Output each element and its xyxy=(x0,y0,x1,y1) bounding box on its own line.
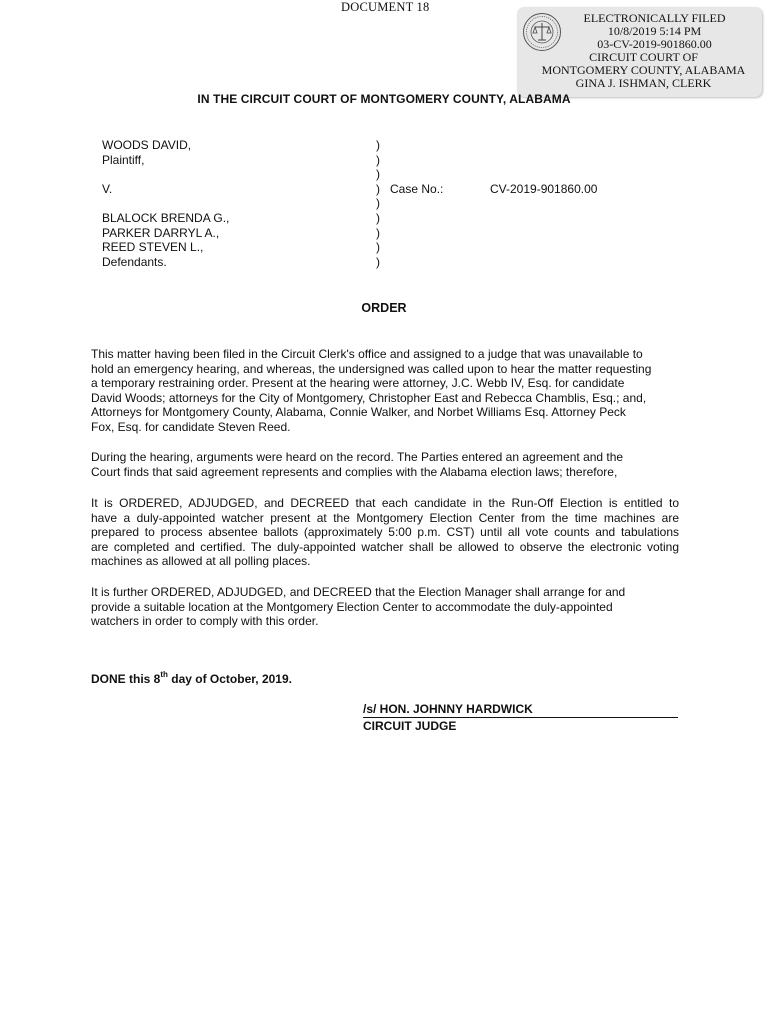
stamp-line: 10/8/2019 5:14 PM xyxy=(607,24,702,38)
paragraph-line: During the hearing, arguments were heard on the record. The Parties entered an agreement and the xyxy=(91,450,624,464)
paragraph-line: provide a suitable location at the Montgomery Election Center to accommodate the duly-appointed xyxy=(91,599,613,614)
done-prefix: DONE this 8 xyxy=(91,672,161,686)
paragraph-line: are completed and certified. The duly-appointed watcher shall be allowed to observe the electronic voting xyxy=(91,539,679,554)
caption-paren: ) xyxy=(376,225,380,240)
paragraph-line: hold an emergency hearing, and whereas, the undersigned was called upon to hear the matter requesting xyxy=(91,361,652,376)
paragraph-line: watchers in order to comply with this order. xyxy=(91,614,319,629)
done-ordinal-suffix: th xyxy=(160,670,168,679)
done-date-line xyxy=(91,672,292,686)
defendant-name: REED STEVEN L., xyxy=(102,240,204,255)
plaintiff-name: WOODS DAVID, xyxy=(102,138,192,152)
paragraph-order-location xyxy=(91,585,679,629)
versus-label: V. xyxy=(102,181,113,196)
paragraph-line: a temporary restraining order. Present at the hearing were attorney, J.C. Webb IV, Esq. for candidate xyxy=(91,376,625,391)
judge-signature: /s/ HON. JOHNNY HARDWICK xyxy=(363,702,678,718)
caption-paren: ) xyxy=(376,138,380,152)
stamp-line: ELECTRONICALLY FILED xyxy=(583,11,726,25)
caption-paren: ) xyxy=(376,196,380,211)
paragraph-line: machines as allowed at all polling places. xyxy=(91,554,311,569)
stamp-line: 03-CV-2019-901860.00 xyxy=(597,37,712,51)
caption-paren: ) xyxy=(376,152,380,167)
filing-stamp xyxy=(517,7,762,97)
paragraph-line: Fox, Esq. for candidate Steven Reed. xyxy=(91,419,291,434)
caption-paren: ) xyxy=(376,211,380,225)
paragraph-line: Court finds that said agreement represents and complies with the Alabama election laws; therefore, xyxy=(91,464,618,479)
caption-paren: ) xyxy=(376,240,380,255)
done-suffix: day of October, 2019. xyxy=(167,672,292,686)
stamp-line: CIRCUIT COURT OF xyxy=(589,50,698,64)
order-title: ORDER xyxy=(361,301,407,315)
paragraph-line: prepared to process absentee ballots (approximately 5:00 p.m. CST) until all vote counts and tabulations xyxy=(91,525,679,540)
paragraph-line: have a duly-appointed watcher present at the Montgomery Election Center from the time machines are xyxy=(91,510,679,525)
paragraph-line: Attorneys for Montgomery County, Alabama, Connie Walker, and Norbet Williams Esq. Attorney Peck xyxy=(91,405,626,420)
case-number: CV-2019-901860.00 xyxy=(490,181,598,196)
paragraph-hearing xyxy=(91,347,679,435)
caption-paren: ) xyxy=(376,181,380,196)
paragraph-order-watchers xyxy=(91,496,679,569)
court-heading: IN THE CIRCUIT COURT OF MONTGOMERY COUNTY, ALABAMA xyxy=(197,92,571,106)
document-label: DOCUMENT 18 xyxy=(341,0,430,14)
caption-paren: ) xyxy=(376,167,380,182)
defendants-role: Defendants. xyxy=(102,254,167,269)
paragraph-line: This matter having been filed in the Circuit Clerk's office and assigned to a judge that was unavailable to xyxy=(91,347,643,361)
caption-paren: ) xyxy=(376,254,380,269)
plaintiff-role: Plaintiff, xyxy=(102,152,145,167)
stamp-line: MONTGOMERY COUNTY, ALABAMA xyxy=(541,63,746,77)
signature-block xyxy=(363,702,678,733)
case-number-label: Case No.: xyxy=(390,181,444,196)
paragraph-line: David Woods; attorneys for the City of Montgomery, Christopher East and Rebecca Chamblis, Esq.; and, xyxy=(91,390,647,405)
paragraph-line: It is further ORDERED, ADJUDGED, and DECREED that the Election Manager shall arrange for and xyxy=(91,585,626,599)
stamp-line: GINA J. ISHMAN, CLERK xyxy=(575,76,712,90)
filing-stamp-text xyxy=(525,12,762,90)
judge-title: CIRCUIT JUDGE xyxy=(363,719,457,733)
paragraph-agreement xyxy=(91,450,679,479)
paragraph-line: It is ORDERED, ADJUDGED, and DECREED that each candidate in the Run-Off Election is entitled to xyxy=(91,496,679,510)
defendant-name: PARKER DARRYL A., xyxy=(102,225,220,240)
defendant-name: BLALOCK BRENDA G., xyxy=(102,211,230,225)
